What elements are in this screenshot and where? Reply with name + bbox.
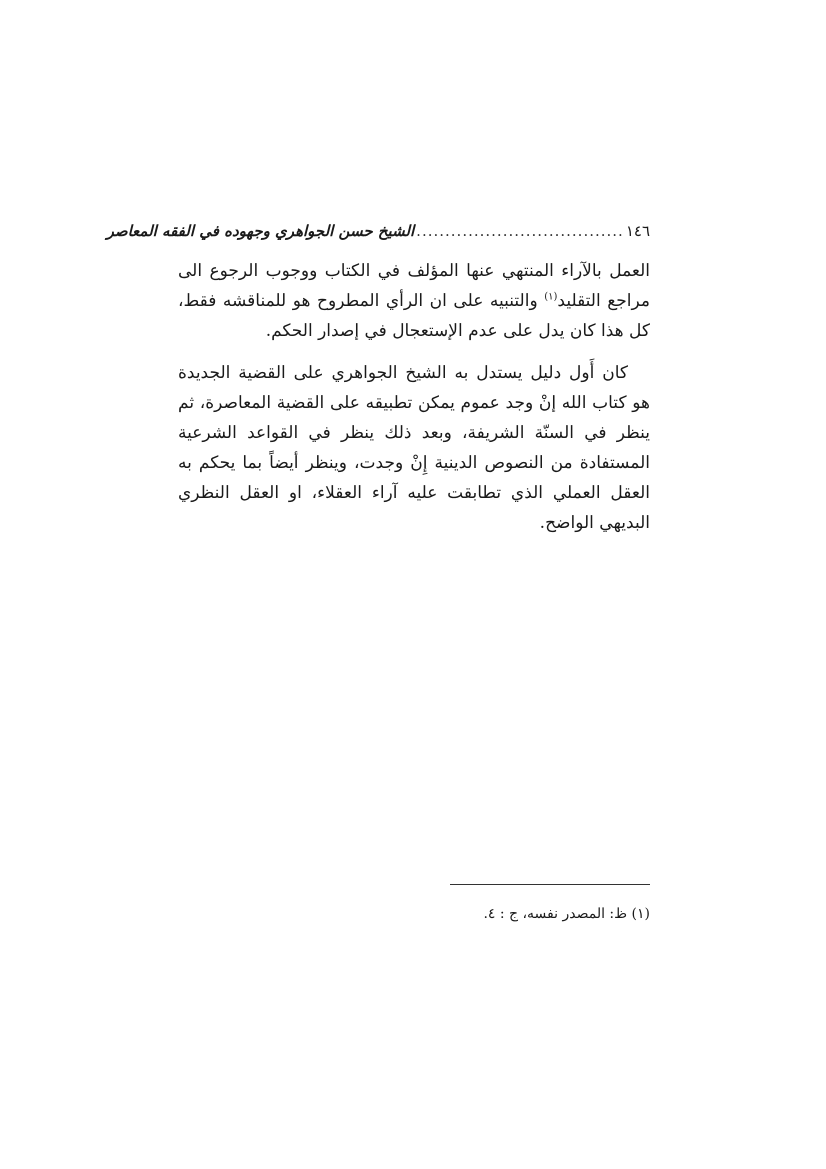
footnote-divider xyxy=(450,884,650,885)
footnote-1: (١) ظ: المصدر نفسه، ج : ٤. xyxy=(483,906,650,922)
footnote-reference: (١) xyxy=(544,291,558,303)
running-header xyxy=(106,222,650,248)
running-title: الشيخ حسن الجواهري وجهوده في الفقه المعاصر xyxy=(106,222,415,240)
paragraph-1 xyxy=(178,256,650,346)
body-text xyxy=(178,256,650,538)
paragraph-1-text-start: العمل بالآراء المنتهي عنها المؤلف في الكتاب ووجوب الرجوع الى مراجع التقليد xyxy=(178,261,651,311)
page-number: ١٤٦ xyxy=(625,222,650,240)
paragraph-1-text-end: والتنبيه على ان الرأي المطروح هو للمناقشه فقط، كل هذا كان يدل على عدم الإستعجال في إصدار الحكم. xyxy=(178,291,650,341)
leader-dots: .................................... xyxy=(416,222,624,240)
paragraph-2: كان أَول دليل يستدل به الشيخ الجواهري على القضية الجديدة هو كتاب الله إنْ وجد عموم يمكن تطبيقه على القضية المعاصرة، ثم ينظر في السنّة الشريفة، وبعد ذلك ينظر في القواعد الشرعية المستفادة من النصوص الدينية إِنْ وجدت، وينظر أيضاً بما يحكم به العقل العملي الذي تطابقت عليه آراء العقلاء، او العقل النظري البديهي الواضح. xyxy=(178,363,650,533)
